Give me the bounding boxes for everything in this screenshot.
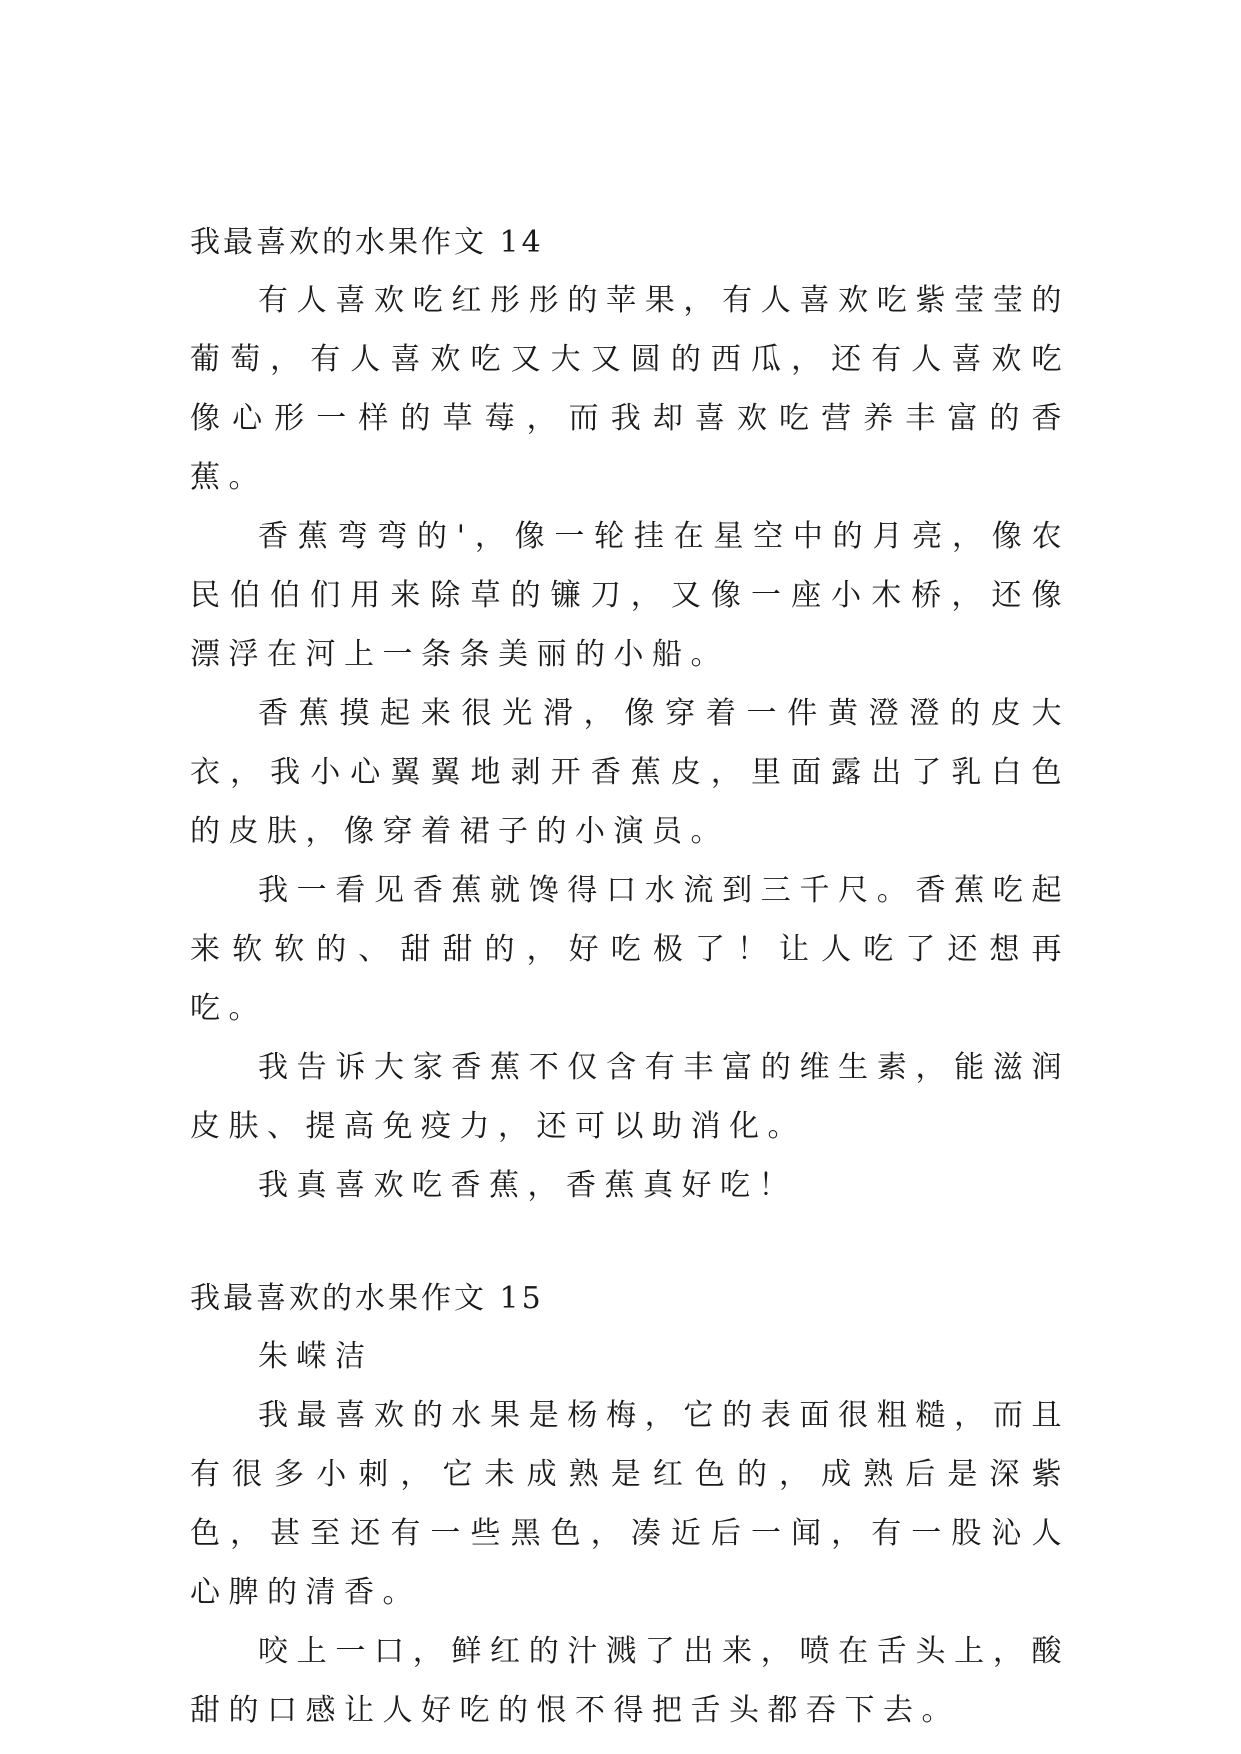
paragraph: 我最喜欢的水果是杨梅，它的表面很粗糙，而且有很多小刺，它未成熟是红色的，成熟后是深紫色，甚至还有一些黑色，凑近后一闻，有一股沁人心脾的清香。 xyxy=(190,1398,1070,1610)
section-spacer xyxy=(190,1215,1070,1271)
document-page xyxy=(190,215,1070,1740)
essay-section-15 xyxy=(190,1271,1070,1740)
paragraph: 我一看见香蕉就馋得口水流到三千尺。香蕉吃起来软软的、甜甜的，好吃极了！让人吃了还想再吃。 xyxy=(190,873,1070,1026)
author-name: 朱嵘洁 xyxy=(258,1339,374,1374)
section-title: 我最喜欢的水果作文 14 xyxy=(190,225,544,260)
paragraph: 香蕉摸起来很光滑，像穿着一件黄澄澄的皮大衣，我小心翼翼地剥开香蕉皮，里面露出了乳白色的皮肤，像穿着裙子的小演员。 xyxy=(190,696,1070,849)
paragraph: 我告诉大家香蕉不仅含有丰富的维生素，能滋润皮肤、提高免疫力，还可以助消化。 xyxy=(190,1050,1070,1144)
essay-section-14 xyxy=(190,215,1070,1215)
paragraph: 有人喜欢吃红彤彤的苹果，有人喜欢吃紫莹莹的葡萄，有人喜欢吃又大又圆的西瓜，还有人喜欢吃像心形一样的草莓，而我却喜欢吃营养丰富的香蕉。 xyxy=(190,283,1070,495)
paragraph: 咬上一口，鲜红的汁溅了出来，喷在舌头上，酸甜的口感让人好吃的恨不得把舌头都吞下去。 xyxy=(190,1634,1070,1728)
section-title: 我最喜欢的水果作文 15 xyxy=(190,1281,544,1316)
paragraph: 香蕉弯弯的'，像一轮挂在星空中的月亮，像农民伯伯们用来除草的镰刀，又像一座小木桥，还像漂浮在河上一条条美丽的小船。 xyxy=(190,519,1070,672)
paragraph: 我真喜欢吃香蕉，香蕉真好吃！ xyxy=(258,1168,797,1203)
